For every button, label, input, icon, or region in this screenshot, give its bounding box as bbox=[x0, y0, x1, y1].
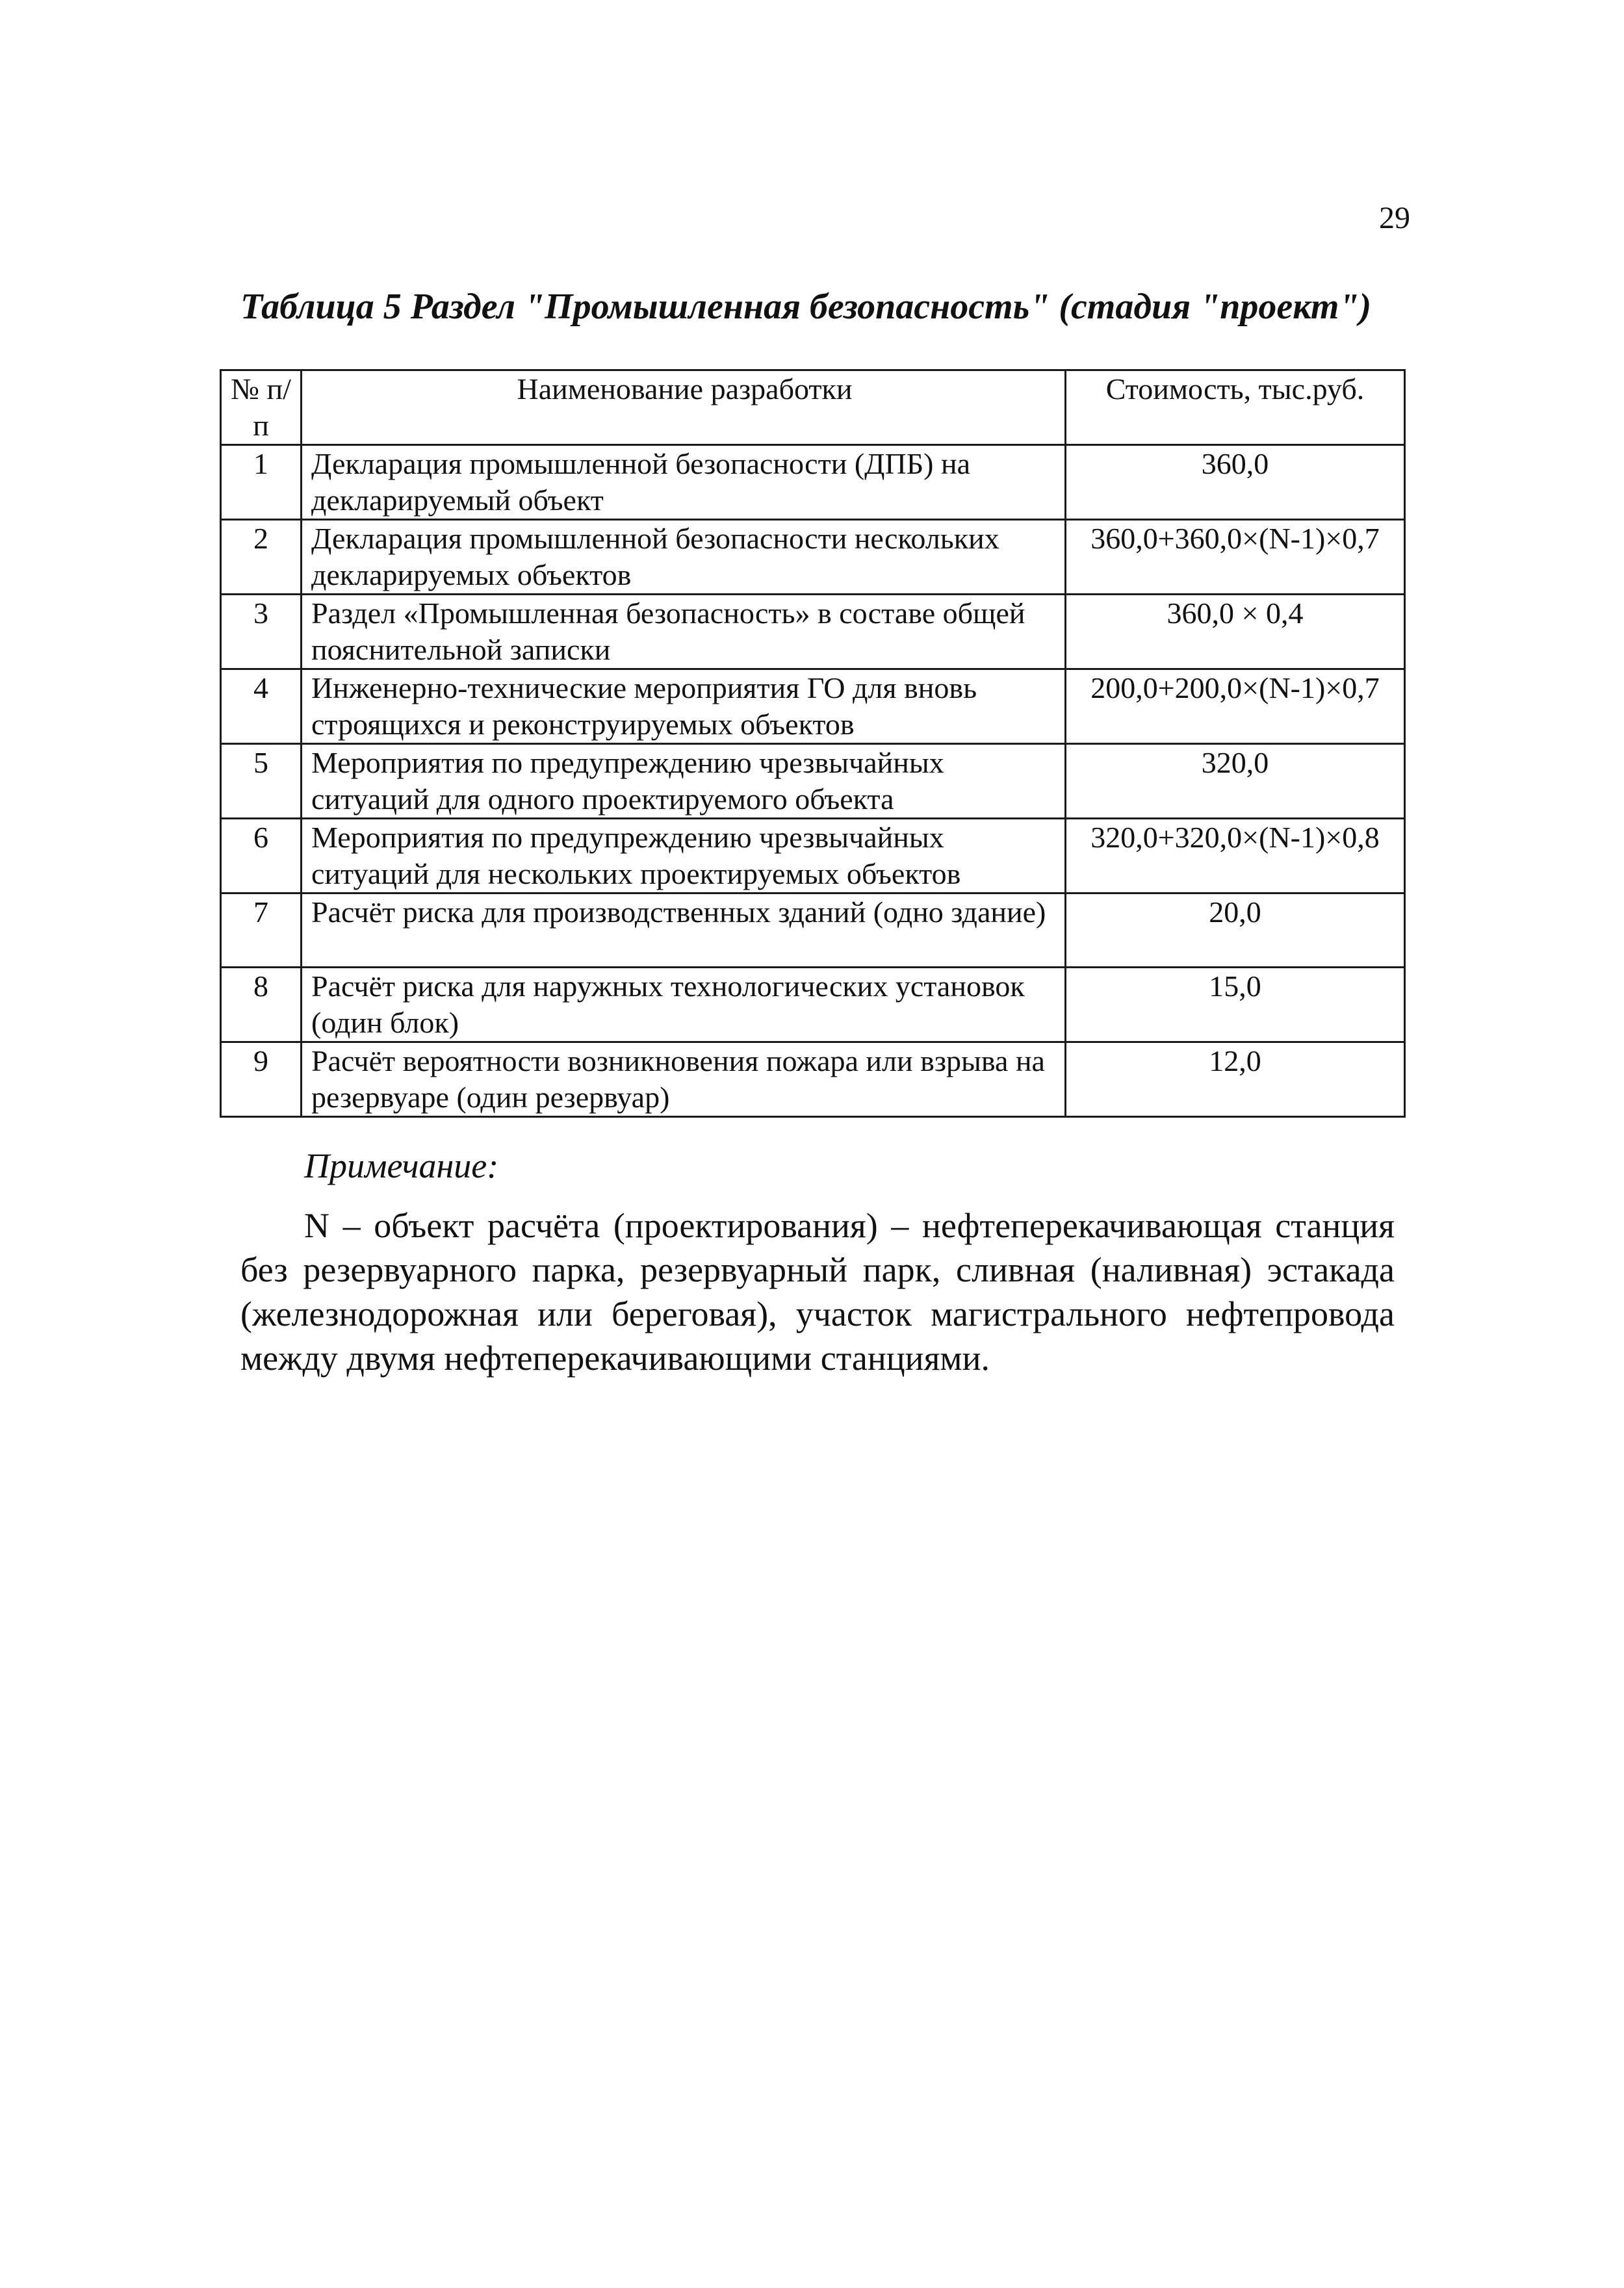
row-name: Расчёт риска для производственных зданий (одно здание) bbox=[302, 893, 1066, 968]
table-row bbox=[221, 819, 1405, 893]
row-name: Расчёт риска для наружных технологических установок (один блок) bbox=[302, 968, 1066, 1042]
table-row bbox=[221, 893, 1405, 968]
row-num: 5 bbox=[221, 744, 302, 819]
cost-table bbox=[220, 369, 1406, 1118]
table-title: Таблица 5 Раздел "Промышленная безопасность" (стадия "проект") bbox=[240, 287, 1372, 327]
row-cost: 360,0+360,0×(N-1)×0,7 bbox=[1066, 520, 1405, 595]
row-cost: 360,0 × 0,4 bbox=[1066, 595, 1405, 669]
row-num: 4 bbox=[221, 669, 302, 744]
row-name: Раздел «Промышленная безопасность» в составе общей пояснительной записки bbox=[302, 595, 1066, 669]
row-name: Расчёт вероятности возникновения пожара или взрыва на резервуаре (один резервуар) bbox=[302, 1042, 1066, 1117]
page-number: 29 bbox=[1379, 201, 1410, 235]
row-num: 2 bbox=[221, 520, 302, 595]
table-row bbox=[221, 445, 1405, 520]
note-title: Примечание: bbox=[304, 1146, 499, 1185]
row-cost: 320,0 bbox=[1066, 744, 1405, 819]
table-row bbox=[221, 669, 1405, 744]
row-cost: 320,0+320,0×(N-1)×0,8 bbox=[1066, 819, 1405, 893]
row-name: Декларация промышленной безопасности нескольких декларируемых объектов bbox=[302, 520, 1066, 595]
row-num: 8 bbox=[221, 968, 302, 1042]
table-header-row bbox=[221, 370, 1405, 445]
row-num: 6 bbox=[221, 819, 302, 893]
row-cost: 15,0 bbox=[1066, 968, 1405, 1042]
table-row bbox=[221, 968, 1405, 1042]
row-cost: 12,0 bbox=[1066, 1042, 1405, 1117]
table-row bbox=[221, 1042, 1405, 1117]
row-cost: 200,0+200,0×(N-1)×0,7 bbox=[1066, 669, 1405, 744]
table-row bbox=[221, 520, 1405, 595]
note-text: N – объект расчёта (проектирования) – нефтеперекачивающая станция без резервуарного парка, резервуарный парк, сливная (наливная) эстакада (железнодорожная или береговая), участок магистрального нефтепровода между двумя нефтеперекачивающими станциями. bbox=[240, 1206, 1395, 1378]
header-cost: Стоимость, тыс.руб. bbox=[1066, 370, 1405, 445]
row-cost: 360,0 bbox=[1066, 445, 1405, 520]
row-num: 7 bbox=[221, 893, 302, 968]
table-row bbox=[221, 744, 1405, 819]
row-name: Инженерно-технические мероприятия ГО для вновь строящихся и реконструируемых объектов bbox=[302, 669, 1066, 744]
row-num: 3 bbox=[221, 595, 302, 669]
header-num: № п/п bbox=[221, 370, 302, 445]
row-name: Декларация промышленной безопасности (ДПБ) на декларируемый объект bbox=[302, 445, 1066, 520]
table-row bbox=[221, 595, 1405, 669]
header-name: Наименование разработки bbox=[302, 370, 1066, 445]
row-num: 9 bbox=[221, 1042, 302, 1117]
row-cost: 20,0 bbox=[1066, 893, 1405, 968]
row-name: Мероприятия по предупреждению чрезвычайных ситуаций для одного проектируемого объекта bbox=[302, 744, 1066, 819]
row-name: Мероприятия по предупреждению чрезвычайных ситуаций для нескольких проектируемых объектов bbox=[302, 819, 1066, 893]
row-num: 1 bbox=[221, 445, 302, 520]
